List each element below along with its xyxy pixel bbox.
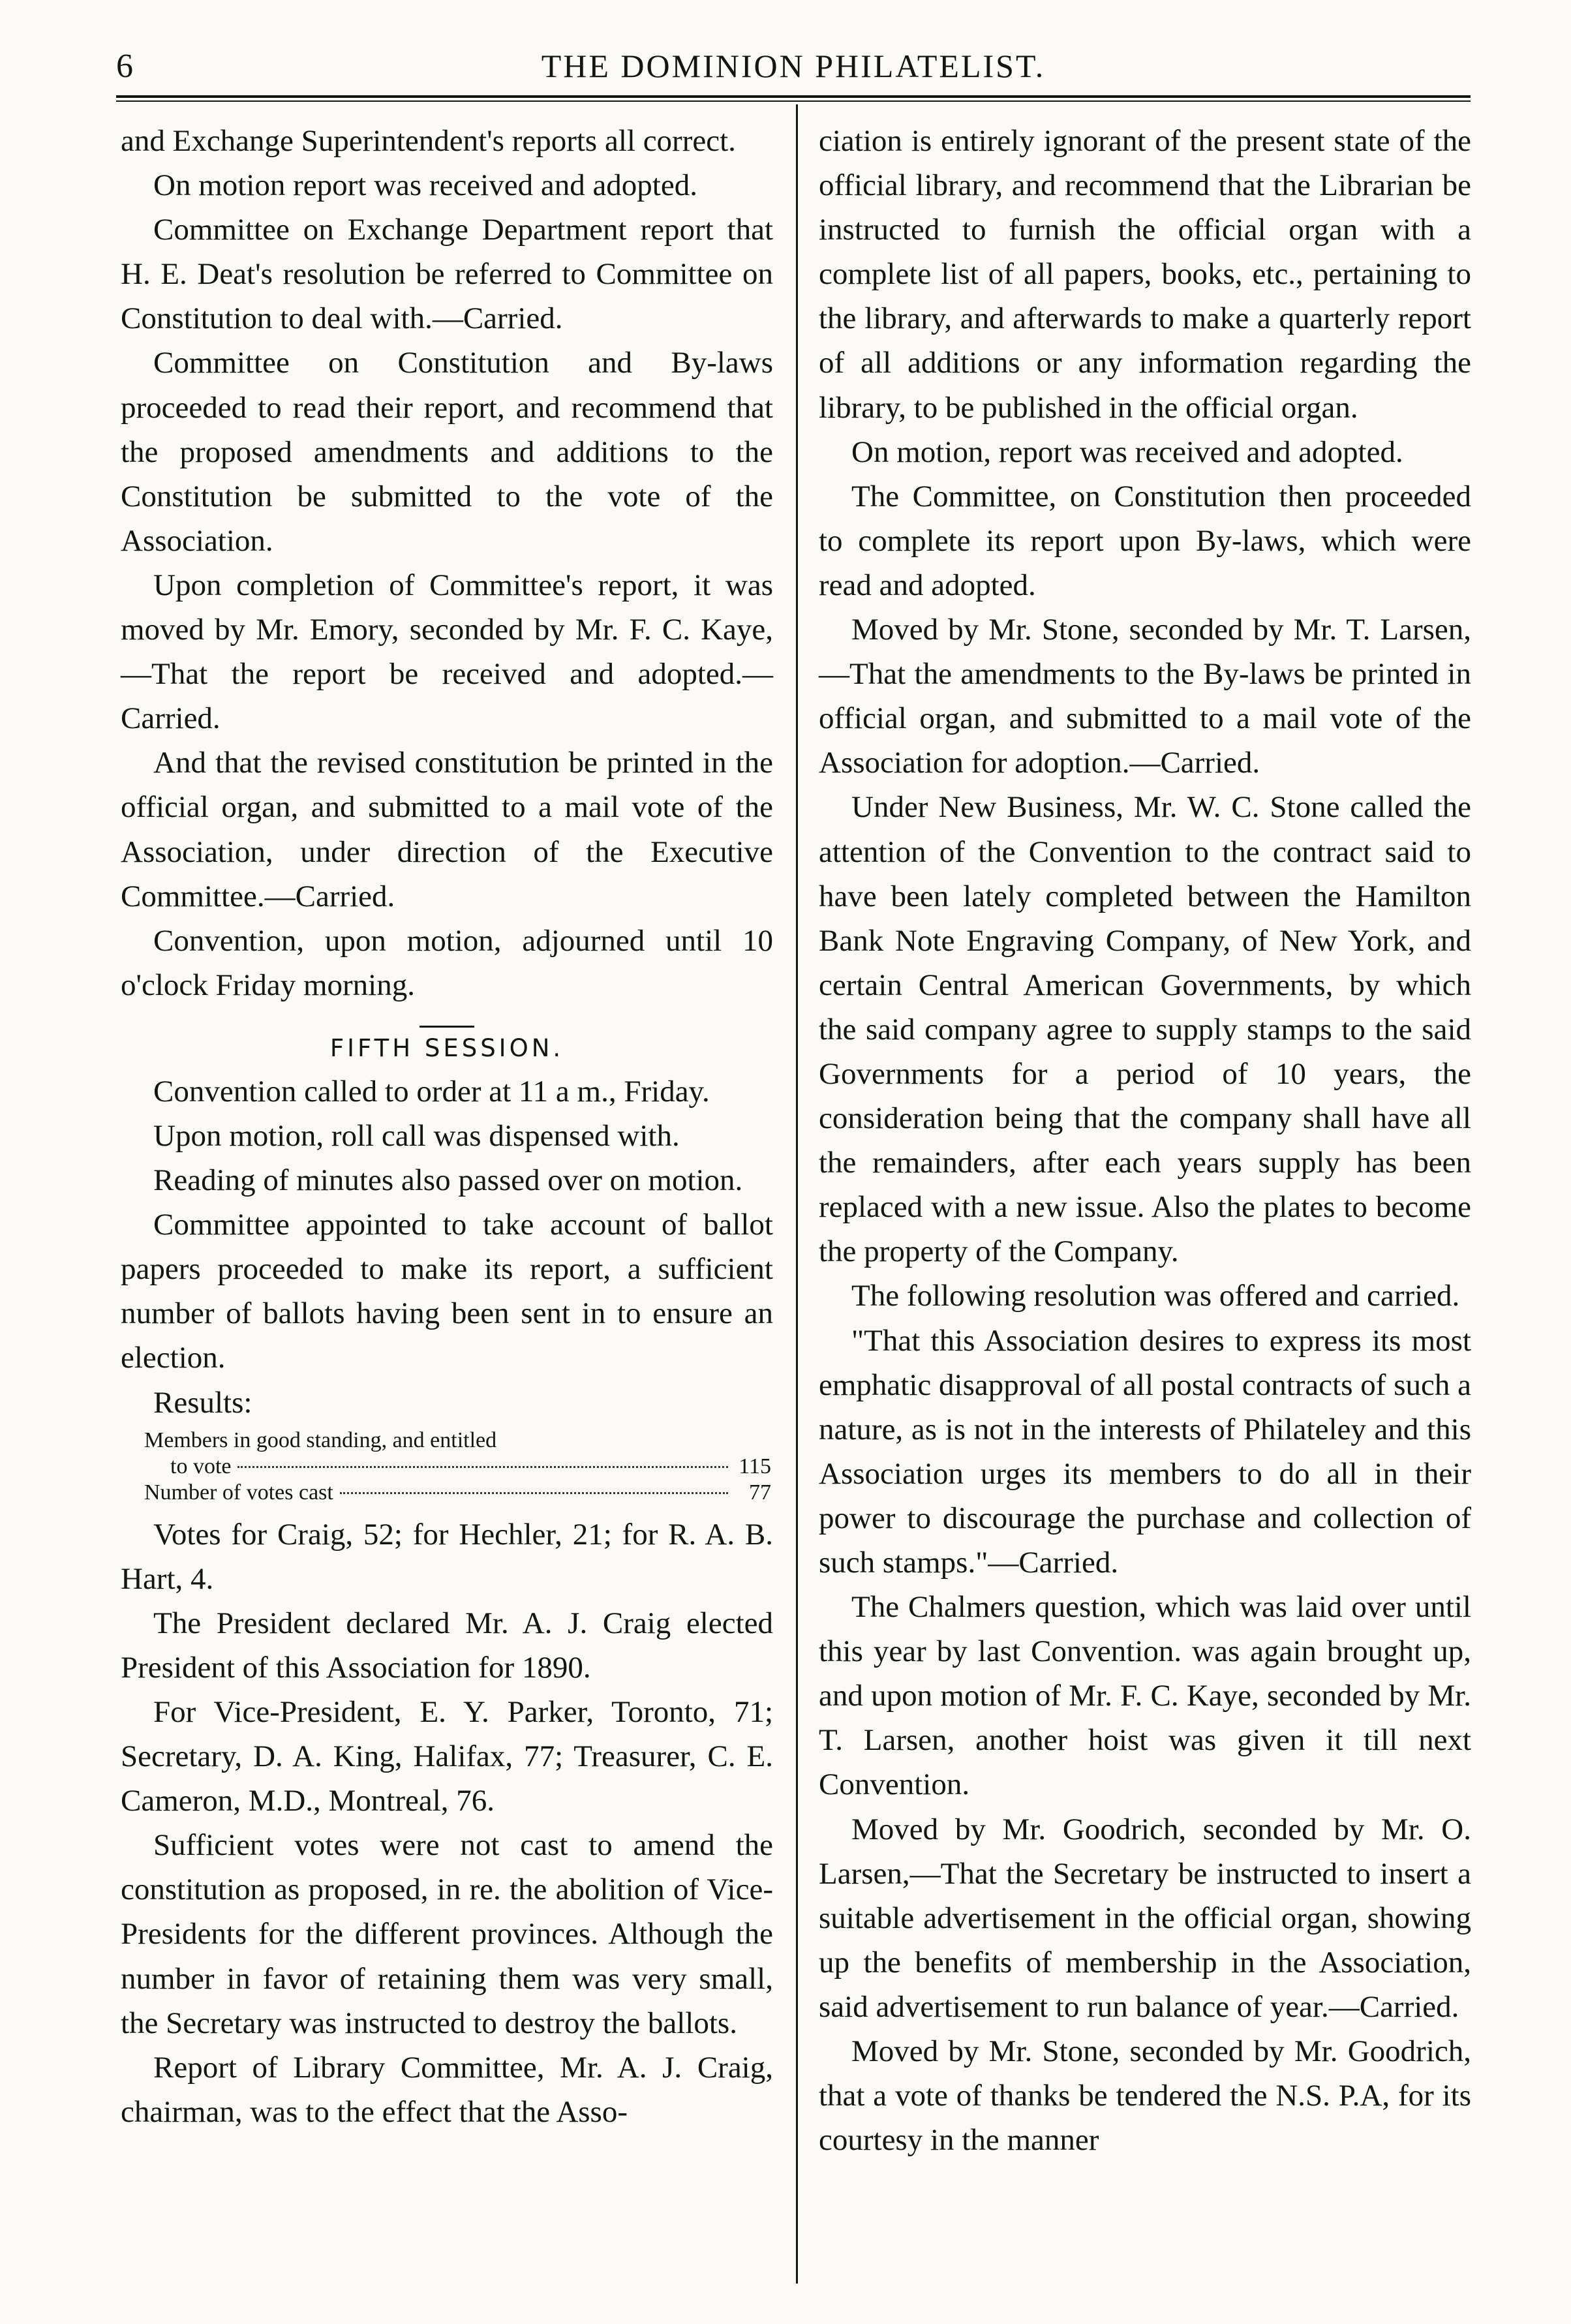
paragraph: On motion, report was received and adopted. [851, 435, 1403, 469]
section-heading: FIFTH SESSION. [329, 1033, 564, 1062]
paragraph: Committee on Constitution and By-laws proceeded to read their report, and recommend that the proposed amendments and additions to the Constitution be submitted to the vote of the Association. [121, 346, 773, 558]
results-table [135, 1428, 771, 1506]
paragraph: and Exchange Superintendent's reports all correct. [121, 124, 736, 158]
results-row [135, 1454, 771, 1480]
right-column [819, 119, 1471, 2162]
paragraph: Under New Business, Mr. W. C. Stone called the attention of the Convention to the contract said to have been lately completed between the Hamilton Bank Note Engraving Company, of New York, and certain Central American Governments, by which the said company agree to supply stamps to the said Governments for a period of 10 years, the consideration being that the company shall have all the remainders, after each years supply has been replaced with a new issue. Also the plates to become the property of the Company. [819, 790, 1471, 1269]
column-divider [796, 104, 798, 2284]
results-row-value: 115 [739, 1454, 771, 1478]
paragraph: Moved by Mr. Stone, seconded by Mr. T. Larsen,—That the amendments to the By-laws be printed in official organ, and submitted to a mail vote of the Association for adoption.—Carried. [819, 613, 1471, 780]
paragraph: Convention called to order at 11 a m., Friday. [153, 1074, 710, 1108]
paragraph: The President declared Mr. A. J. Craig elected President of this Association for 1890. [121, 1606, 773, 1685]
session-paragraphs [121, 1069, 773, 1425]
paragraph: The following resolution was offered and carried. [851, 1279, 1460, 1313]
results-label: Results: [153, 1385, 252, 1420]
paragraph: And that the revised constitution be printed in the official organ, and submitted to a mail vote of the Association, under direction of the Executive Committee.—Carried. [121, 746, 773, 913]
paragraph: Committee on Exchange Department report that H. E. Deat's resolution be referred to Committee on Constitution to deal with.—Carried. [121, 213, 773, 336]
running-title: THE DOMINION PHILATELIST. [541, 48, 1046, 84]
leader-dots [340, 1492, 728, 1494]
results-row-label: Members in good standing, and entitled [144, 1428, 497, 1452]
leader-dots [237, 1466, 728, 1468]
left-paragraphs [121, 119, 773, 1007]
section-break [121, 1026, 773, 1069]
paragraph: Moved by Mr. Stone, seconded by Mr. Goodrich, that a vote of thanks be tendered the N.S. P.A, for its courtesy in the manner [819, 2034, 1471, 2158]
paragraph: Committee appointed to take account of ballot papers proceeded to make its report, a sufficient number of ballots having been sent in to ensure an election. [121, 1208, 773, 1375]
paragraph: Upon motion, roll call was dispensed with. [153, 1118, 680, 1153]
paragraph: ciation is entirely ignorant of the present state of the official library, and recommend that the Librarian be instructed to furnish the official organ with a complete list of all papers, books, etc., pertaining to the library, and afterwards to make a quarterly report of all additions or any information regarding the library, to be published in the official organ. [819, 124, 1471, 425]
paragraph: Convention, upon motion, adjourned until 10 o'clock Friday morning. [121, 923, 773, 1002]
results-row-label: Number of votes cast [144, 1480, 333, 1505]
results-row-value: 77 [749, 1480, 771, 1505]
page-number: 6 [116, 48, 133, 85]
paragraph: For Vice-President, E. Y. Parker, Toronto, 71; Secretary, D. A. King, Halifax, 77; Treasurer, C. E. Cameron, M.D., Montreal, 76. [121, 1695, 773, 1818]
paragraph: Report of Library Committee, Mr. A. J. Craig, chairman, was to the effect that the Asso- [121, 2050, 773, 2129]
left-column [121, 119, 773, 2134]
results-row [135, 1480, 771, 1506]
paragraph: The Committee, on Constitution then proceeded to complete its report upon By-laws, which were read and adopted. [819, 479, 1471, 602]
paragraph: The Chalmers question, which was laid over until this year by last Convention. was again brought up, and upon motion of Mr. F. C. Kaye, seconded by Mr. T. Larsen, another hoist was given it till next Convention. [819, 1590, 1471, 1802]
paragraph: Votes for Craig, 52; for Hechler, 21; for R. A. B. Hart, 4. [121, 1517, 773, 1596]
election-paragraphs [121, 1512, 773, 2134]
results-row-label: to vote [170, 1454, 232, 1478]
paragraph: Moved by Mr. Goodrich, seconded by Mr. O. Larsen,—That the Secretary be instructed to insert a suitable advertisement in the official organ, showing up the benefits of membership in the Association, said advertisement to run balance of year.—Carried. [819, 1812, 1471, 2024]
paragraph: "That this Association desires to express its most emphatic disapproval of all postal contracts of such a nature, as is not in the interests of Philateley and this Association urges its members to do all in their power to discourage the purchase and collection of such stamps."—Carried. [819, 1323, 1471, 1580]
page-header [116, 43, 1471, 89]
header-rule-thin [116, 100, 1471, 102]
paragraph: Upon completion of Committee's report, it was moved by Mr. Emory, seconded by Mr. F. C. Kaye,—That the report be received and adopted.—Carried. [121, 568, 773, 736]
paragraph: Sufficient votes were not cast to amend the constitution as proposed, in re. the abolition of Vice-Presidents for the different provinces. Although the number in favor of retaining them was very small, the Secretary was instructed to destroy the ballots. [121, 1828, 773, 2040]
header-rule [116, 95, 1471, 98]
paragraph: On motion report was received and adopted. [153, 168, 697, 203]
paragraph: Reading of minutes also passed over on motion. [153, 1163, 743, 1198]
